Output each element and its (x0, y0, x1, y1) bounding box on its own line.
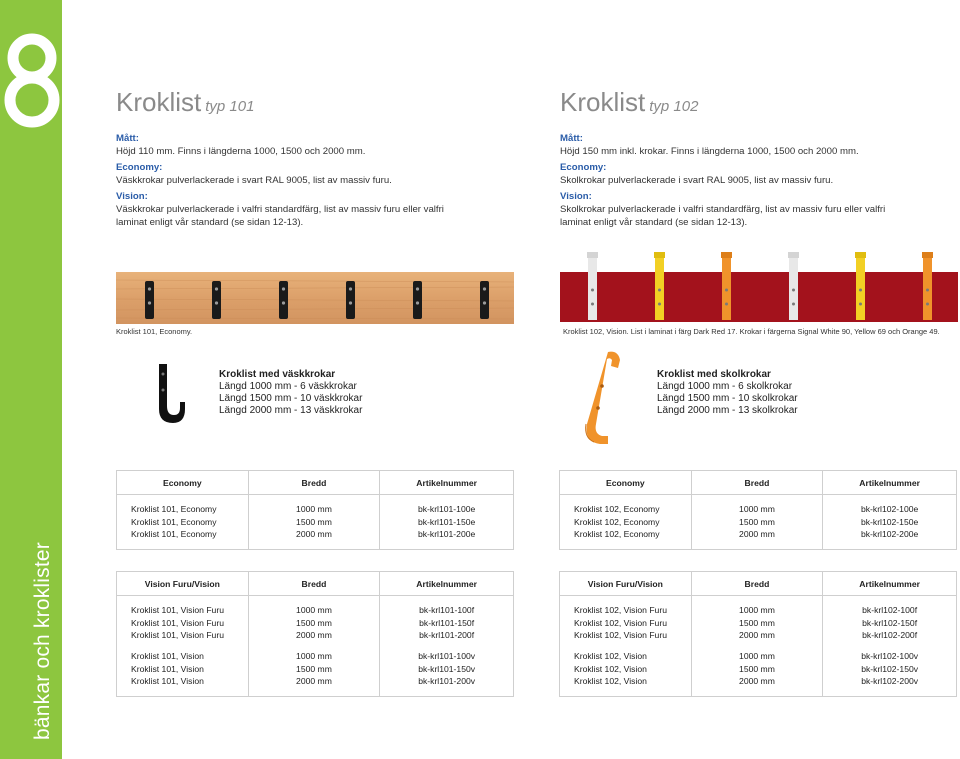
table-row (560, 516, 957, 529)
article-cell: bk-krl102-150e (823, 516, 957, 529)
width-cell: 1000 mm (691, 650, 823, 663)
right-hook-line: Längd 1000 mm - 6 skolkrokar (657, 381, 793, 392)
economy-table-102 (559, 470, 957, 550)
product-cell: Kroklist 101, Vision Furu (117, 604, 249, 617)
table-header: Vision Furu/Vision (117, 572, 249, 596)
table-header: Artikelnummer (823, 471, 957, 495)
product-cell: Kroklist 101, Vision (117, 650, 249, 663)
left-vision-label: Vision: (116, 191, 148, 202)
article-cell: bk-krl102-100e (823, 503, 957, 516)
article-cell: bk-krl101-200e (380, 528, 514, 541)
width-cell: 1000 mm (691, 503, 823, 516)
article-cell: bk-krl101-150e (380, 516, 514, 529)
article-cell: bk-krl102-150v (823, 662, 957, 675)
article-cell: bk-krl101-150v (380, 662, 514, 675)
product-cell: Kroklist 101, Economy (117, 503, 249, 516)
right-matt-text: Höjd 150 mm inkl. krokar. Finns i längderna 1000, 1500 och 2000 mm. (560, 146, 859, 157)
width-cell: 1500 mm (248, 662, 380, 675)
width-cell: 1000 mm (248, 503, 380, 516)
left-hook-line: Längd 2000 mm - 13 väskkrokar (219, 405, 363, 416)
left-hook-line: Längd 1500 mm - 10 väskkrokar (219, 393, 363, 404)
table-row (117, 503, 514, 516)
table-row (117, 604, 514, 617)
right-vision-text: Skolkrokar pulverlackerade i valfri standardfärg, list av massiv furu eller valfri laminat enligt vår standard (se sidan 12-13). (560, 204, 886, 228)
right-hook-heading: Kroklist med skolkrokar (657, 369, 771, 380)
right-title-sub: typ 102 (649, 98, 699, 115)
kroklist-101-photo (116, 272, 514, 324)
page-number-graphic (0, 18, 66, 128)
product-cell: Kroklist 102, Economy (560, 528, 692, 541)
left-economy-label: Economy: (116, 162, 163, 173)
bag-hook-icon (150, 360, 190, 426)
product-cell: Kroklist 102, Economy (560, 503, 692, 516)
left-photo-caption: Kroklist 101, Economy. (116, 327, 193, 336)
article-cell: bk-krl101-100f (380, 604, 514, 617)
width-cell: 2000 mm (691, 528, 823, 541)
table-header: Bredd (691, 471, 823, 495)
right-hook-info (657, 369, 798, 417)
table-row (117, 675, 514, 688)
table-row (560, 662, 957, 675)
width-cell: 2000 mm (248, 528, 380, 541)
article-cell: bk-krl101-100e (380, 503, 514, 516)
table-header: Bredd (248, 572, 380, 596)
section-label: bänkar och kroklister (31, 542, 54, 740)
table-row (117, 617, 514, 630)
left-matt-text: Höjd 110 mm. Finns i längderna 1000, 1500 och 2000 mm. (116, 146, 366, 157)
right-economy-text: Skolkrokar pulverlackerade i svart RAL 9005, list av massiv furu. (560, 175, 834, 186)
width-cell: 1000 mm (248, 604, 380, 617)
kroklist-102-photo (560, 250, 958, 324)
left-matt-label: Mått: (116, 133, 139, 144)
table-row (117, 662, 514, 675)
article-cell: bk-krl102-100v (823, 650, 957, 663)
section-sidebar (0, 0, 62, 759)
product-cell: Kroklist 102, Vision (560, 650, 692, 663)
width-cell: 2000 mm (691, 675, 823, 688)
right-hook-line: Längd 1500 mm - 10 skolkrokar (657, 393, 798, 404)
product-cell: Kroklist 102, Vision Furu (560, 617, 692, 630)
table-row (560, 528, 957, 541)
left-title-sub: typ 101 (205, 98, 255, 115)
right-photo-caption: Kroklist 102, Vision. List i laminat i färg Dark Red 17. Krokar i färgerna Signal White 90, Yellow 69 och Orange 49. (563, 327, 940, 336)
width-cell: 1000 mm (248, 650, 380, 663)
product-cell: Kroklist 101, Vision (117, 675, 249, 688)
product-cell: Kroklist 101, Economy (117, 516, 249, 529)
width-cell: 1500 mm (691, 662, 823, 675)
left-vision-text: Väskkrokar pulverlackerade i valfri standardfärg, list av massiv furu eller valfri laminat enligt vår standard (se sidan 12-13). (116, 204, 444, 228)
table-row (117, 629, 514, 642)
product-cell: Kroklist 102, Vision Furu (560, 604, 692, 617)
width-cell: 2000 mm (248, 675, 380, 688)
economy-table-101 (116, 470, 514, 550)
product-cell: Kroklist 101, Vision Furu (117, 629, 249, 642)
product-cell: Kroklist 102, Vision (560, 675, 692, 688)
vision-table-101 (116, 571, 514, 697)
product-cell: Kroklist 102, Vision (560, 662, 692, 675)
right-matt-label: Mått: (560, 133, 583, 144)
width-cell: 1500 mm (248, 617, 380, 630)
vision-table-102 (559, 571, 957, 697)
right-vision-label: Vision: (560, 191, 592, 202)
table-header: Bredd (691, 572, 823, 596)
left-hook-info (219, 369, 362, 417)
article-cell: bk-krl102-200e (823, 528, 957, 541)
product-cell: Kroklist 101, Vision Furu (117, 617, 249, 630)
left-hook-heading: Kroklist med väskkrokar (219, 369, 336, 380)
table-row (117, 650, 514, 663)
table-row (560, 604, 957, 617)
width-cell: 2000 mm (691, 629, 823, 642)
table-row (560, 617, 957, 630)
right-hook-line: Längd 2000 mm - 13 skolkrokar (657, 405, 798, 416)
table-header: Artikelnummer (380, 471, 514, 495)
article-cell: bk-krl101-100v (380, 650, 514, 663)
table-header: Artikelnummer (380, 572, 514, 596)
product-cell: Kroklist 102, Vision Furu (560, 629, 692, 642)
left-description (116, 132, 461, 229)
width-cell: 1500 mm (248, 516, 380, 529)
right-economy-label: Economy: (560, 162, 607, 173)
article-cell: bk-krl101-150f (380, 617, 514, 630)
right-title (560, 87, 698, 118)
table-row (117, 528, 514, 541)
article-cell: bk-krl102-100f (823, 604, 957, 617)
table-row (560, 503, 957, 516)
article-cell: bk-krl101-200v (380, 675, 514, 688)
table-row (117, 516, 514, 529)
article-cell: bk-krl102-200v (823, 675, 957, 688)
article-cell: bk-krl102-200f (823, 629, 957, 642)
school-hook-icon (578, 346, 630, 450)
left-title (116, 87, 254, 118)
width-cell: 1000 mm (691, 604, 823, 617)
width-cell: 2000 mm (248, 629, 380, 642)
table-header: Vision Furu/Vision (560, 572, 692, 596)
table-header: Bredd (248, 471, 380, 495)
table-header: Economy (560, 471, 692, 495)
right-title-main: Kroklist (560, 87, 646, 117)
table-header: Economy (117, 471, 249, 495)
left-title-main: Kroklist (116, 87, 202, 117)
product-cell: Kroklist 101, Vision (117, 662, 249, 675)
article-cell: bk-krl102-150f (823, 617, 957, 630)
width-cell: 1500 mm (691, 617, 823, 630)
right-description (560, 132, 900, 229)
product-cell: Kroklist 102, Economy (560, 516, 692, 529)
left-economy-text: Väskkrokar pulverlackerade i svart RAL 9005, list av massiv furu. (116, 175, 392, 186)
width-cell: 1500 mm (691, 516, 823, 529)
product-cell: Kroklist 101, Economy (117, 528, 249, 541)
table-row (560, 629, 957, 642)
left-hook-line: Längd 1000 mm - 6 väskkrokar (219, 381, 357, 392)
article-cell: bk-krl101-200f (380, 629, 514, 642)
table-row (560, 675, 957, 688)
table-header: Artikelnummer (823, 572, 957, 596)
table-row (560, 650, 957, 663)
